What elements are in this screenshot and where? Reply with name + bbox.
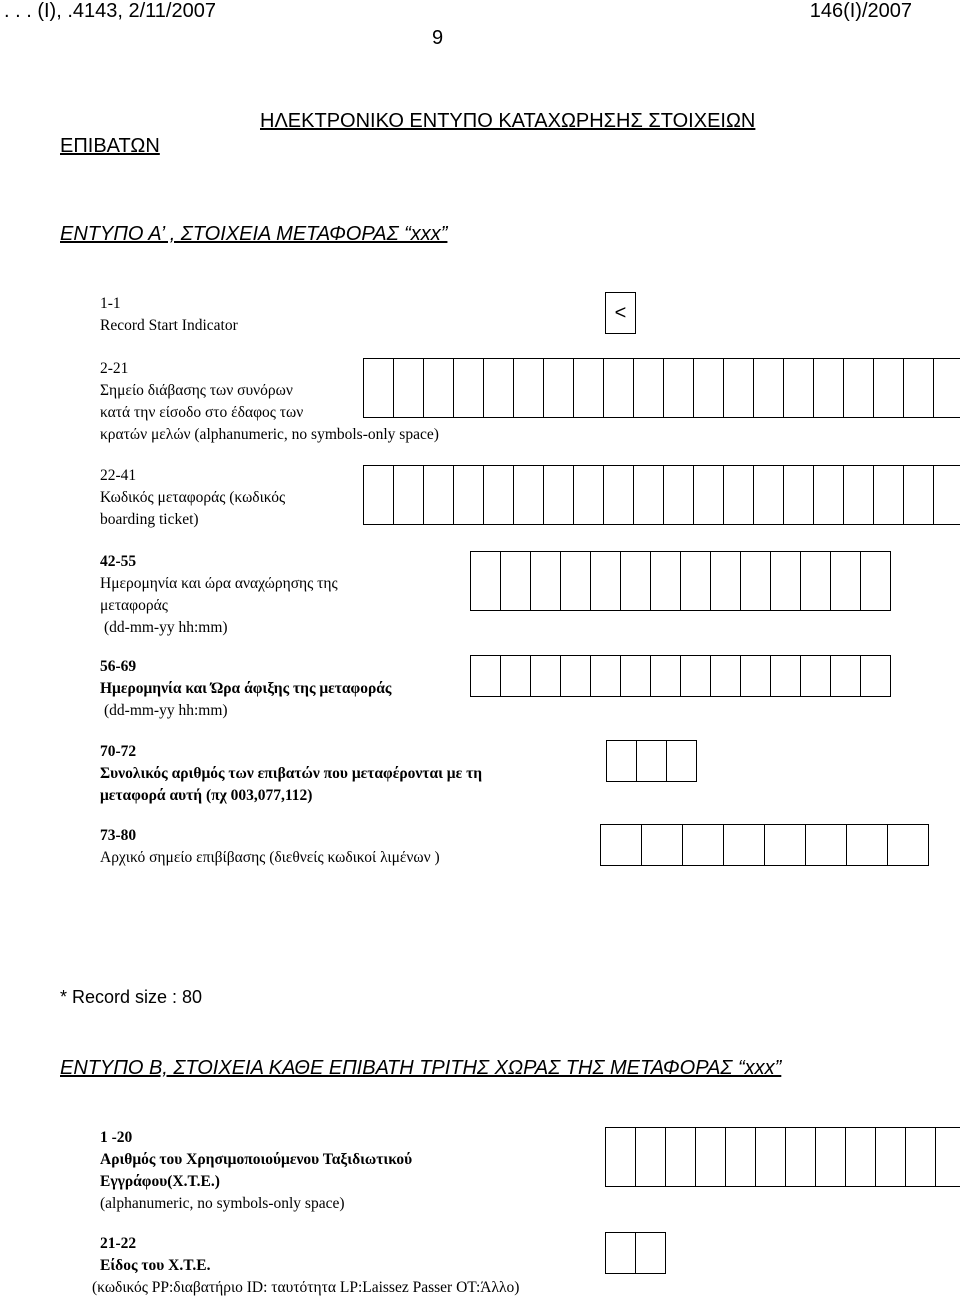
travel-doc-number-cells[interactable] xyxy=(605,1127,960,1187)
field-description: Συνολικός αριθμός των επιβατών που μεταφέρονται με τη xyxy=(100,765,483,782)
field-range: 56-69 xyxy=(100,658,137,675)
character-cell[interactable] xyxy=(606,740,637,782)
departure-cells[interactable] xyxy=(470,551,890,611)
character-cell[interactable] xyxy=(680,551,711,611)
field-range: 2-21 xyxy=(100,360,129,377)
field-description: Ημερομηνία και ώρα αναχώρησης της xyxy=(100,575,338,592)
character-cell[interactable] xyxy=(723,824,765,866)
character-cell[interactable] xyxy=(753,358,784,418)
character-cell[interactable] xyxy=(560,655,591,697)
character-cell[interactable] xyxy=(764,824,806,866)
passenger-count-cells[interactable] xyxy=(606,740,696,782)
field-range: 73-80 xyxy=(100,827,137,844)
character-cell[interactable] xyxy=(785,1127,816,1187)
character-cell[interactable] xyxy=(805,824,847,866)
character-cell[interactable] xyxy=(573,465,604,525)
character-cell[interactable] xyxy=(710,551,741,611)
field-record-start-label xyxy=(100,293,238,337)
record-size-note: * Record size : 80 xyxy=(60,987,203,1007)
field-description: Σημείο διάβασης των συνόρων xyxy=(100,382,293,399)
character-cell[interactable] xyxy=(650,655,681,697)
character-cell[interactable] xyxy=(423,358,454,418)
character-cell[interactable] xyxy=(650,551,681,611)
character-cell[interactable] xyxy=(693,358,724,418)
character-cell[interactable] xyxy=(682,824,724,866)
character-cell[interactable] xyxy=(873,358,904,418)
form-b-heading: ΕΝΤΥΠΟ Β, ΣΤΟΙΧΕΙΑ ΚΑΘΕ ΕΠΙΒΑΤΗ ΤΡΙΤΗΣ ΧΩΡΑΣ ΤΗΣ ΜΕΤΑΦΟΡΑΣ “xxx” xyxy=(60,1057,782,1079)
header-left: . . . (Ι), .4143, 2/11/2007 xyxy=(4,0,216,22)
character-cell[interactable] xyxy=(603,465,634,525)
character-cell[interactable] xyxy=(753,465,784,525)
field-arrival-label xyxy=(100,656,391,722)
character-cell[interactable] xyxy=(800,551,831,611)
character-cell[interactable] xyxy=(695,1127,726,1187)
character-cell[interactable] xyxy=(600,824,642,866)
character-cell[interactable] xyxy=(363,358,394,418)
field-range: 1 -20 xyxy=(100,1129,133,1146)
arrival-cells[interactable] xyxy=(470,655,890,697)
document-title-line1: ΗΛΕΚΤΡΟΝΙΚΟ ΕΝΤΥΠΟ ΚΑΤΑΧΩΡΗΣΗΣ ΣΤΟΙΧΕΙΩΝ xyxy=(260,110,756,132)
character-cell[interactable] xyxy=(666,740,697,782)
character-cell[interactable] xyxy=(723,358,754,418)
transport-code-cells[interactable] xyxy=(363,465,960,525)
character-cell[interactable] xyxy=(620,551,651,611)
character-cell[interactable] xyxy=(905,1127,936,1187)
field-format: (dd-mm-yy hh:mm) xyxy=(104,619,228,636)
character-cell[interactable] xyxy=(605,1127,636,1187)
character-cell[interactable] xyxy=(665,1127,696,1187)
field-range: 1-1 xyxy=(100,295,121,312)
character-cell[interactable] xyxy=(846,824,888,866)
field-range: 70-72 xyxy=(100,743,137,760)
character-cell[interactable] xyxy=(933,465,960,525)
record-start-box xyxy=(605,292,635,334)
character-cell[interactable] xyxy=(636,740,667,782)
character-cell[interactable] xyxy=(423,465,454,525)
field-transport-code-label xyxy=(100,465,285,531)
character-cell[interactable] xyxy=(813,358,844,418)
character-cell[interactable] xyxy=(590,655,621,697)
character-cell[interactable] xyxy=(530,551,561,611)
character-cell[interactable] xyxy=(573,358,604,418)
character-cell[interactable] xyxy=(903,358,934,418)
field-description: μεταφοράς xyxy=(100,597,168,614)
document-title-line2: ΕΠΙΒΑΤΩΝ xyxy=(60,135,160,157)
field-codes: (κωδικός PP:διαβατήριο ID: ταυτότητα LP:Laissez Passer OT:Άλλο) xyxy=(92,1279,520,1296)
character-cell[interactable] xyxy=(500,551,531,611)
field-passenger-count-label xyxy=(100,741,482,807)
character-cell[interactable] xyxy=(635,1127,666,1187)
header-right: 146(Ι)/2007 xyxy=(809,0,912,22)
character-cell[interactable] xyxy=(800,655,831,697)
character-cell[interactable] xyxy=(543,465,574,525)
character-cell[interactable] xyxy=(543,358,574,418)
character-cell[interactable] xyxy=(830,655,861,697)
character-cell[interactable] xyxy=(663,465,694,525)
character-cell[interactable] xyxy=(483,358,514,418)
character-cell[interactable] xyxy=(470,551,501,611)
origin-port-cells[interactable] xyxy=(600,824,928,866)
character-cell[interactable] xyxy=(393,465,424,525)
field-description: Αρχικό σημείο επιβίβασης (διεθνείς κωδικοί λιμένων ) xyxy=(100,849,440,866)
character-cell[interactable] xyxy=(783,465,814,525)
character-cell[interactable] xyxy=(633,358,664,418)
character-cell[interactable] xyxy=(830,551,861,611)
character-cell[interactable] xyxy=(530,655,561,697)
character-cell[interactable] xyxy=(483,465,514,525)
field-description: κατά την είσοδο στο έδαφος των xyxy=(100,404,304,421)
field-format: (alphanumeric, no symbols-only space) xyxy=(100,1195,345,1212)
character-cell[interactable] xyxy=(693,465,724,525)
field-range: 22-41 xyxy=(100,467,137,484)
field-travel-doc-type-label xyxy=(92,1233,520,1299)
character-cell[interactable] xyxy=(663,358,694,418)
character-cell[interactable] xyxy=(710,655,741,697)
field-format: (dd-mm-yy hh:mm) xyxy=(104,702,228,719)
character-cell[interactable] xyxy=(843,358,874,418)
field-description: Είδος του Χ.Τ.Ε. xyxy=(100,1257,211,1274)
travel-doc-type-cells[interactable] xyxy=(605,1232,665,1274)
character-cell[interactable] xyxy=(770,551,801,611)
character-cell[interactable] xyxy=(363,465,394,525)
character-cell[interactable] xyxy=(813,465,844,525)
character-cell[interactable] xyxy=(470,655,501,697)
character-cell[interactable] xyxy=(513,465,544,525)
field-description: Κωδικός μεταφοράς (κωδικός xyxy=(100,489,286,506)
character-cell[interactable] xyxy=(605,1232,636,1274)
field-description: Ημερομηνία και Ώρα άφιξης της μεταφοράς xyxy=(100,680,392,697)
character-cell[interactable] xyxy=(740,655,771,697)
character-cell[interactable] xyxy=(641,824,683,866)
character-cell[interactable] xyxy=(620,655,651,697)
character-cell[interactable] xyxy=(740,551,771,611)
field-description: Εγγράφου(Χ.Τ.Ε.) xyxy=(100,1173,220,1190)
character-cell[interactable] xyxy=(873,465,904,525)
character-cell[interactable] xyxy=(393,358,424,418)
field-travel-doc-number-label xyxy=(100,1127,412,1215)
border-crossing-cells[interactable] xyxy=(363,358,960,418)
character-cell[interactable] xyxy=(845,1127,876,1187)
field-origin-port-label xyxy=(100,825,440,869)
field-description: Αριθμός του Χρησιμοποιούμενου Ταξιδιωτικού xyxy=(100,1151,413,1168)
character-cell[interactable] xyxy=(513,358,544,418)
character-cell[interactable] xyxy=(635,1232,666,1274)
record-start-value[interactable]: < xyxy=(605,292,636,334)
field-description: boarding ticket) xyxy=(100,511,199,528)
character-cell[interactable] xyxy=(453,358,484,418)
character-cell[interactable] xyxy=(770,655,801,697)
character-cell[interactable] xyxy=(783,358,814,418)
character-cell[interactable] xyxy=(723,465,754,525)
character-cell[interactable] xyxy=(875,1127,906,1187)
character-cell[interactable] xyxy=(815,1127,846,1187)
character-cell[interactable] xyxy=(935,1127,960,1187)
character-cell[interactable] xyxy=(860,551,891,611)
field-departure-label xyxy=(100,551,338,639)
character-cell[interactable] xyxy=(725,1127,756,1187)
page-number: 9 xyxy=(432,27,444,49)
character-cell[interactable] xyxy=(453,465,484,525)
character-cell[interactable] xyxy=(903,465,934,525)
character-cell[interactable] xyxy=(680,655,711,697)
field-description: μεταφορά αυτή (πχ 003,077,112) xyxy=(100,787,313,804)
character-cell[interactable] xyxy=(843,465,874,525)
character-cell[interactable] xyxy=(933,358,960,418)
character-cell[interactable] xyxy=(500,655,531,697)
field-description: κρατών μελών (alphanumeric, no symbols-only space) xyxy=(100,426,439,443)
character-cell[interactable] xyxy=(755,1127,786,1187)
form-a-heading: ΕΝΤΥΠΟ Α’ , ΣΤΟΙΧΕΙΑ ΜΕΤΑΦΟΡΑΣ “xxx” xyxy=(60,223,448,245)
field-range: 21-22 xyxy=(100,1235,137,1252)
field-range: 42-55 xyxy=(100,553,137,570)
field-description: Record Start Indicator xyxy=(100,317,238,334)
character-cell[interactable] xyxy=(887,824,929,866)
character-cell[interactable] xyxy=(633,465,664,525)
character-cell[interactable] xyxy=(860,655,891,697)
character-cell[interactable] xyxy=(590,551,621,611)
character-cell[interactable] xyxy=(560,551,591,611)
character-cell[interactable] xyxy=(603,358,634,418)
